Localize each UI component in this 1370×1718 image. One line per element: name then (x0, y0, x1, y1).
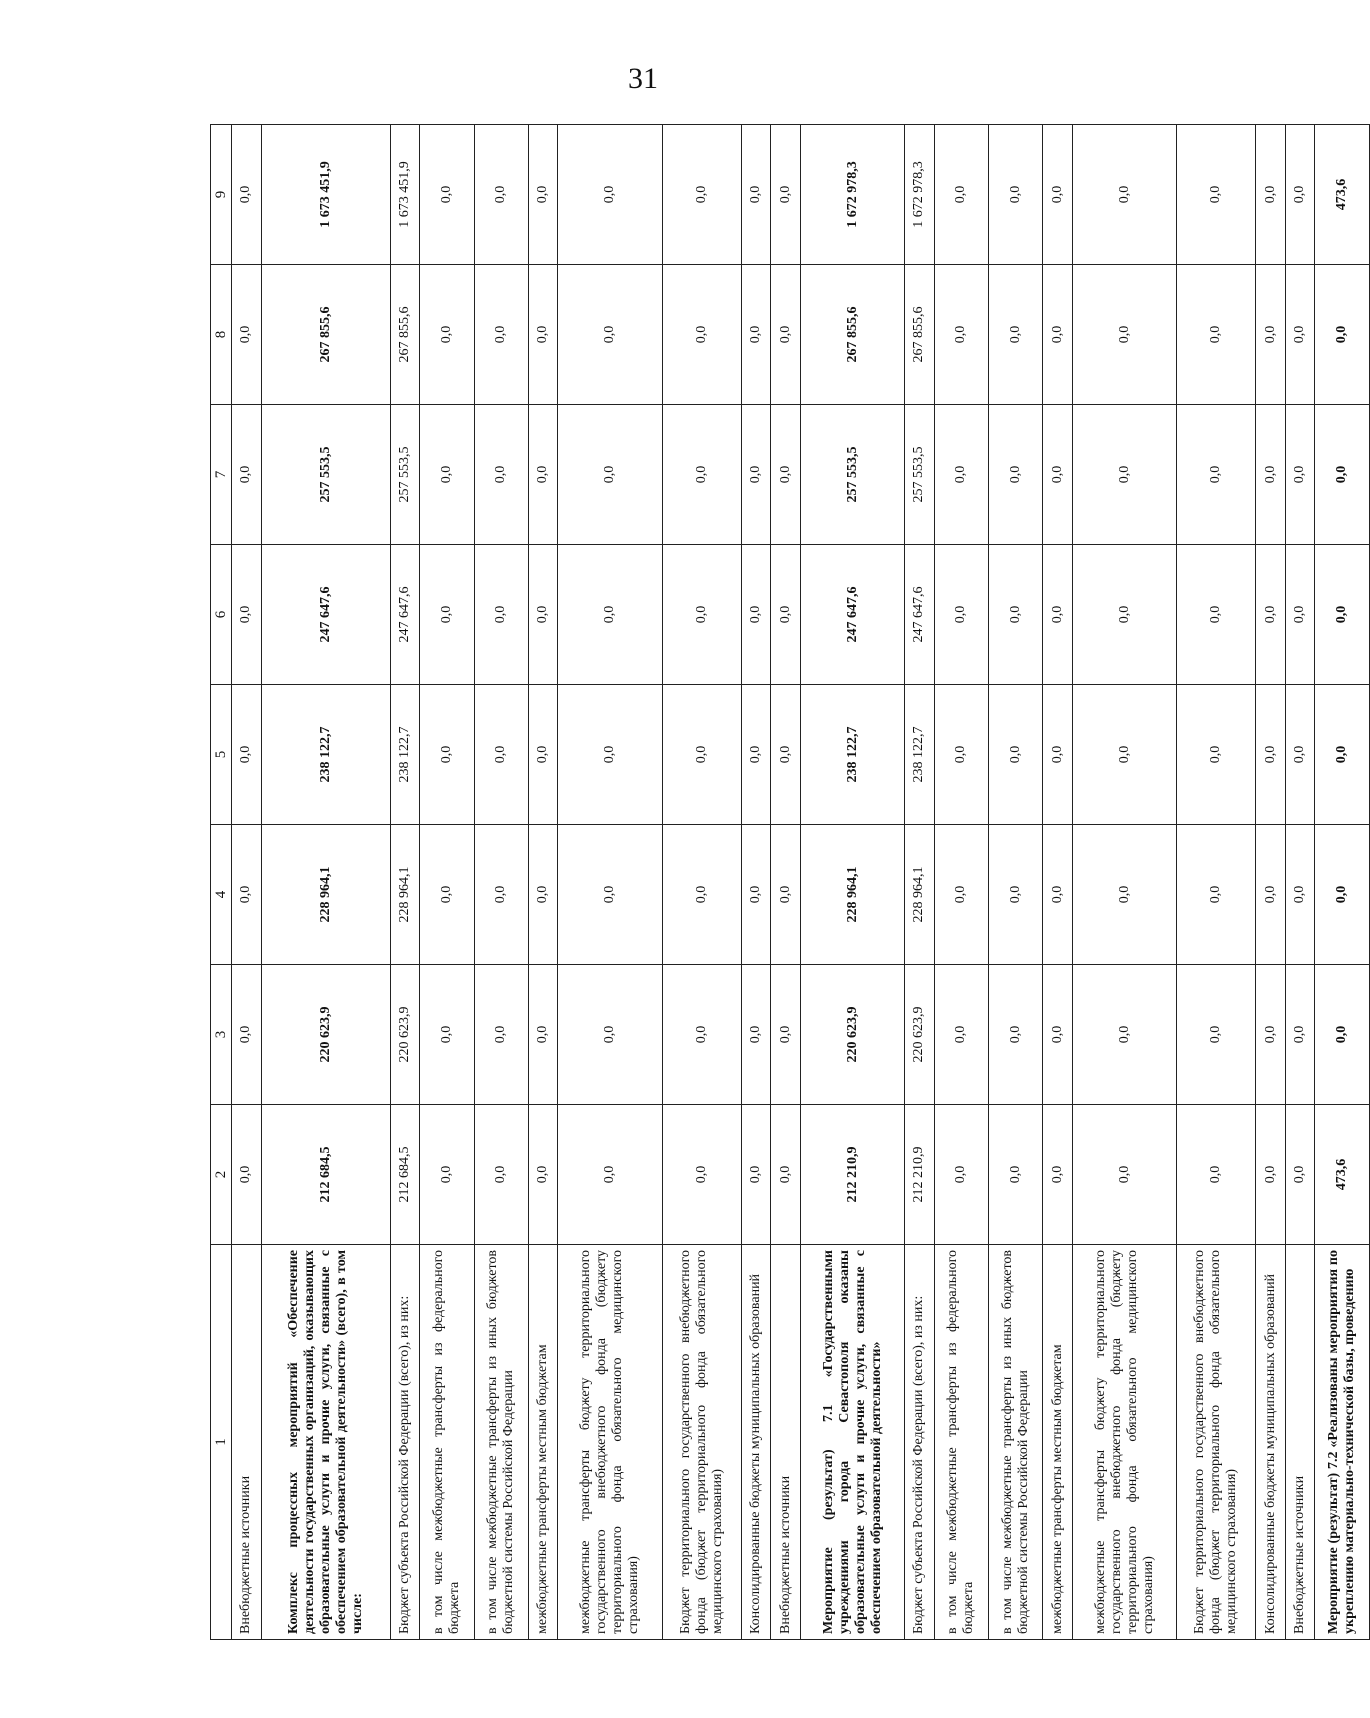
value-cell: 0,0 (662, 265, 741, 405)
value-cell: 0,0 (1043, 1105, 1073, 1245)
table-row (1072, 125, 1176, 1640)
value-cell: 473,6 (1315, 125, 1370, 265)
value-cell: 228 964,1 (905, 825, 935, 965)
row-label: Внебюджетные источники (1285, 1245, 1315, 1640)
value-cell: 0,0 (771, 1105, 801, 1245)
value-cell: 0,0 (232, 685, 262, 825)
value-cell: 0,0 (528, 125, 558, 265)
value-cell: 0,0 (1072, 685, 1176, 825)
value-cell: 0,0 (420, 1105, 474, 1245)
value-cell: 0,0 (662, 825, 741, 965)
value-cell: 1 672 978,3 (800, 125, 904, 265)
value-cell: 0,0 (1256, 265, 1286, 405)
value-cell: 0,0 (1256, 965, 1286, 1105)
value-cell: 0,0 (989, 405, 1043, 545)
value-cell: 212 210,9 (800, 1105, 904, 1245)
value-cell: 0,0 (232, 825, 262, 965)
value-cell: 0,0 (934, 825, 988, 965)
value-cell: 0,0 (474, 825, 528, 965)
value-cell: 212 684,5 (261, 1105, 390, 1245)
column-header: 1 (211, 1245, 232, 1640)
row-label: межбюджетные трансферты бюджету территориального государственного внебюджетного фонда (бюджету территориального фонда обязательного медицинского страхования) (1072, 1245, 1176, 1640)
row-label: межбюджетные трансферты местным бюджетам (528, 1245, 558, 1640)
value-cell: 1 673 451,9 (261, 125, 390, 265)
value-cell: 0,0 (1315, 405, 1370, 545)
value-cell: 0,0 (558, 825, 662, 965)
value-cell: 0,0 (528, 965, 558, 1105)
row-label: Консолидированные бюджеты муниципальных образований (1256, 1245, 1286, 1640)
value-cell: 0,0 (934, 405, 988, 545)
row-label: межбюджетные трансферты бюджету территориального государственного внебюджетного фонда (бюджету территориального фонда обязательного медицинского страхования) (558, 1245, 662, 1640)
table-row (1315, 125, 1370, 1640)
value-cell: 0,0 (771, 405, 801, 545)
row-label: Комплекс процессных мероприятий «Обеспечение деятельности государственных организаций, оказывающих образовательные услуги и прочие услуги, связанные с обеспечением образовательной деятельности» (всего), в том числе: (261, 1245, 390, 1640)
value-cell: 0,0 (1256, 545, 1286, 685)
value-cell: 247 647,6 (800, 545, 904, 685)
value-cell: 0,0 (1043, 965, 1073, 1105)
table-row (528, 125, 558, 1640)
value-cell: 0,0 (989, 685, 1043, 825)
value-cell: 0,0 (1177, 825, 1256, 965)
table-body (232, 125, 1370, 1640)
value-cell: 0,0 (474, 685, 528, 825)
value-cell: 0,0 (1285, 265, 1315, 405)
table-row (390, 125, 420, 1640)
value-cell: 0,0 (420, 825, 474, 965)
table-row (800, 125, 904, 1640)
value-cell: 0,0 (474, 265, 528, 405)
value-cell: 0,0 (1285, 405, 1315, 545)
row-label: Бюджет субъекта Российской Федерации (всего), из них: (905, 1245, 935, 1640)
value-cell: 0,0 (934, 125, 988, 265)
row-label: в том числе межбюджетные трансферты из федерального бюджета (934, 1245, 988, 1640)
value-cell: 0,0 (474, 965, 528, 1105)
table-row (662, 125, 741, 1640)
value-cell: 212 684,5 (390, 1105, 420, 1245)
value-cell: 0,0 (662, 545, 741, 685)
value-cell: 0,0 (1177, 545, 1256, 685)
value-cell: 0,0 (232, 125, 262, 265)
value-cell: 0,0 (662, 685, 741, 825)
value-cell: 220 623,9 (261, 965, 390, 1105)
value-cell: 0,0 (420, 545, 474, 685)
value-cell: 0,0 (1177, 1105, 1256, 1245)
value-cell: 0,0 (420, 125, 474, 265)
value-cell: 0,0 (1256, 685, 1286, 825)
value-cell: 0,0 (232, 545, 262, 685)
value-cell: 267 855,6 (905, 265, 935, 405)
value-cell: 220 623,9 (905, 965, 935, 1105)
value-cell: 220 623,9 (800, 965, 904, 1105)
column-header: 3 (211, 965, 232, 1105)
value-cell: 0,0 (771, 125, 801, 265)
value-cell: 0,0 (1043, 265, 1073, 405)
page-number: 31 (628, 62, 658, 95)
value-cell: 0,0 (1285, 965, 1315, 1105)
value-cell: 0,0 (1177, 405, 1256, 545)
value-cell: 0,0 (420, 265, 474, 405)
value-cell: 0,0 (1072, 265, 1176, 405)
table-header (211, 125, 232, 1640)
value-cell: 0,0 (989, 1105, 1043, 1245)
table-row (905, 125, 935, 1640)
value-cell: 0,0 (1177, 685, 1256, 825)
value-cell: 0,0 (934, 1105, 988, 1245)
value-cell: 0,0 (662, 1105, 741, 1245)
value-cell: 0,0 (1315, 685, 1370, 825)
column-header: 5 (211, 685, 232, 825)
value-cell: 247 647,6 (905, 545, 935, 685)
value-cell: 267 855,6 (261, 265, 390, 405)
value-cell: 0,0 (1043, 125, 1073, 265)
row-label: Консолидированные бюджеты муниципальных образований (741, 1245, 771, 1640)
header-row (211, 125, 232, 1640)
value-cell: 0,0 (474, 1105, 528, 1245)
value-cell: 1 672 978,3 (905, 125, 935, 265)
value-cell: 0,0 (1315, 825, 1370, 965)
rotated-table-container (210, 125, 1370, 1640)
value-cell: 473,6 (1315, 1105, 1370, 1245)
value-cell: 0,0 (528, 685, 558, 825)
value-cell: 0,0 (1315, 265, 1370, 405)
value-cell: 0,0 (558, 1105, 662, 1245)
value-cell: 212 210,9 (905, 1105, 935, 1245)
value-cell: 0,0 (934, 265, 988, 405)
value-cell: 0,0 (741, 545, 771, 685)
value-cell: 0,0 (771, 545, 801, 685)
row-label: в том числе межбюджетные трансферты из федерального бюджета (420, 1245, 474, 1640)
value-cell: 0,0 (1285, 825, 1315, 965)
value-cell: 0,0 (558, 685, 662, 825)
value-cell: 0,0 (741, 125, 771, 265)
table-row (232, 125, 262, 1640)
value-cell: 0,0 (989, 825, 1043, 965)
value-cell: 0,0 (934, 685, 988, 825)
row-label: Мероприятие (результат) 7.2 «Реализованы мероприятия по укреплению материально-технической базы, проведению (1315, 1245, 1370, 1640)
value-cell: 0,0 (420, 965, 474, 1105)
value-cell: 0,0 (989, 545, 1043, 685)
value-cell: 0,0 (662, 965, 741, 1105)
value-cell: 0,0 (420, 405, 474, 545)
value-cell: 228 964,1 (261, 825, 390, 965)
value-cell: 0,0 (989, 265, 1043, 405)
value-cell: 0,0 (1043, 825, 1073, 965)
value-cell: 0,0 (1256, 405, 1286, 545)
value-cell: 228 964,1 (800, 825, 904, 965)
value-cell: 0,0 (1177, 965, 1256, 1105)
value-cell: 0,0 (558, 405, 662, 545)
value-cell: 0,0 (1072, 825, 1176, 965)
value-cell: 0,0 (934, 965, 988, 1105)
value-cell: 0,0 (741, 825, 771, 965)
row-label: Мероприятие (результат) 7.1 «Государственными учреждениями города Севастополя оказаны образовательные услуги и прочие услуги, связанные с обеспечением образовательной деятельности» (800, 1245, 904, 1640)
value-cell: 0,0 (474, 125, 528, 265)
row-label: Бюджет территориального государственного внебюджетного фонда (бюджет территориального фонда обязательного медицинского страхования) (662, 1245, 741, 1640)
value-cell: 0,0 (232, 405, 262, 545)
value-cell: 0,0 (662, 405, 741, 545)
value-cell: 267 855,6 (800, 265, 904, 405)
value-cell: 0,0 (1072, 545, 1176, 685)
value-cell: 0,0 (1043, 545, 1073, 685)
value-cell: 0,0 (771, 825, 801, 965)
value-cell: 0,0 (771, 685, 801, 825)
row-label: Бюджет территориального государственного внебюджетного фонда (бюджет территориального фонда обязательного медицинского страхования) (1177, 1245, 1256, 1640)
value-cell: 0,0 (1043, 405, 1073, 545)
value-cell: 0,0 (662, 125, 741, 265)
value-cell: 0,0 (232, 965, 262, 1105)
value-cell: 0,0 (1072, 405, 1176, 545)
value-cell: 1 673 451,9 (390, 125, 420, 265)
value-cell: 0,0 (528, 1105, 558, 1245)
table-row (771, 125, 801, 1640)
value-cell: 0,0 (771, 265, 801, 405)
value-cell: 0,0 (1256, 1105, 1286, 1245)
value-cell: 238 122,7 (261, 685, 390, 825)
table-row (261, 125, 390, 1640)
value-cell: 257 553,5 (261, 405, 390, 545)
value-cell: 0,0 (989, 125, 1043, 265)
table-row (1043, 125, 1073, 1640)
row-label: Внебюджетные источники (771, 1245, 801, 1640)
table-row (989, 125, 1043, 1640)
value-cell: 0,0 (474, 405, 528, 545)
value-cell: 0,0 (1072, 965, 1176, 1105)
column-header: 4 (211, 825, 232, 965)
table-row (1285, 125, 1315, 1640)
value-cell: 0,0 (1072, 1105, 1176, 1245)
value-cell: 0,0 (1285, 685, 1315, 825)
row-label: в том числе межбюджетные трансферты из иных бюджетов бюджетной системы Российской Федерации (474, 1245, 528, 1640)
value-cell: 0,0 (989, 965, 1043, 1105)
value-cell: 0,0 (1072, 125, 1176, 265)
value-cell: 0,0 (1315, 965, 1370, 1105)
table-row (420, 125, 474, 1640)
value-cell: 0,0 (1285, 545, 1315, 685)
value-cell: 0,0 (741, 965, 771, 1105)
value-cell: 0,0 (232, 265, 262, 405)
value-cell: 0,0 (1256, 125, 1286, 265)
table-row (1256, 125, 1286, 1640)
row-label: Бюджет субъекта Российской Федерации (всего), из них: (390, 1245, 420, 1640)
column-header: 7 (211, 405, 232, 545)
value-cell: 0,0 (1043, 685, 1073, 825)
value-cell: 0,0 (558, 545, 662, 685)
value-cell: 0,0 (1256, 825, 1286, 965)
value-cell: 257 553,5 (390, 405, 420, 545)
value-cell: 0,0 (528, 265, 558, 405)
value-cell: 0,0 (558, 965, 662, 1105)
value-cell: 0,0 (420, 685, 474, 825)
column-header: 6 (211, 545, 232, 685)
value-cell: 0,0 (558, 265, 662, 405)
value-cell: 0,0 (474, 545, 528, 685)
value-cell: 0,0 (1177, 125, 1256, 265)
table-row (741, 125, 771, 1640)
table-row (474, 125, 528, 1640)
value-cell: 247 647,6 (261, 545, 390, 685)
column-header: 8 (211, 265, 232, 405)
value-cell: 220 623,9 (390, 965, 420, 1105)
value-cell: 0,0 (528, 405, 558, 545)
value-cell: 0,0 (934, 545, 988, 685)
value-cell: 238 122,7 (800, 685, 904, 825)
value-cell: 257 553,5 (905, 405, 935, 545)
column-header: 2 (211, 1105, 232, 1245)
value-cell: 0,0 (741, 265, 771, 405)
table-row (1177, 125, 1256, 1640)
table-row (934, 125, 988, 1640)
value-cell: 0,0 (1315, 545, 1370, 685)
value-cell: 0,0 (1285, 1105, 1315, 1245)
row-label: Внебюджетные источники (232, 1245, 262, 1640)
column-header: 9 (211, 125, 232, 265)
value-cell: 0,0 (232, 1105, 262, 1245)
value-cell: 0,0 (771, 965, 801, 1105)
value-cell: 247 647,6 (390, 545, 420, 685)
value-cell: 0,0 (741, 1105, 771, 1245)
value-cell: 257 553,5 (800, 405, 904, 545)
value-cell: 238 122,7 (905, 685, 935, 825)
value-cell: 0,0 (741, 685, 771, 825)
value-cell: 0,0 (1177, 265, 1256, 405)
table-row (558, 125, 662, 1640)
value-cell: 0,0 (1285, 125, 1315, 265)
value-cell: 0,0 (528, 545, 558, 685)
value-cell: 267 855,6 (390, 265, 420, 405)
value-cell: 228 964,1 (390, 825, 420, 965)
row-label: в том числе межбюджетные трансферты из иных бюджетов бюджетной системы Российской Федерации (989, 1245, 1043, 1640)
budget-table (210, 124, 1370, 1640)
row-label: межбюджетные трансферты местным бюджетам (1043, 1245, 1073, 1640)
value-cell: 238 122,7 (390, 685, 420, 825)
value-cell: 0,0 (528, 825, 558, 965)
value-cell: 0,0 (558, 125, 662, 265)
value-cell: 0,0 (741, 405, 771, 545)
